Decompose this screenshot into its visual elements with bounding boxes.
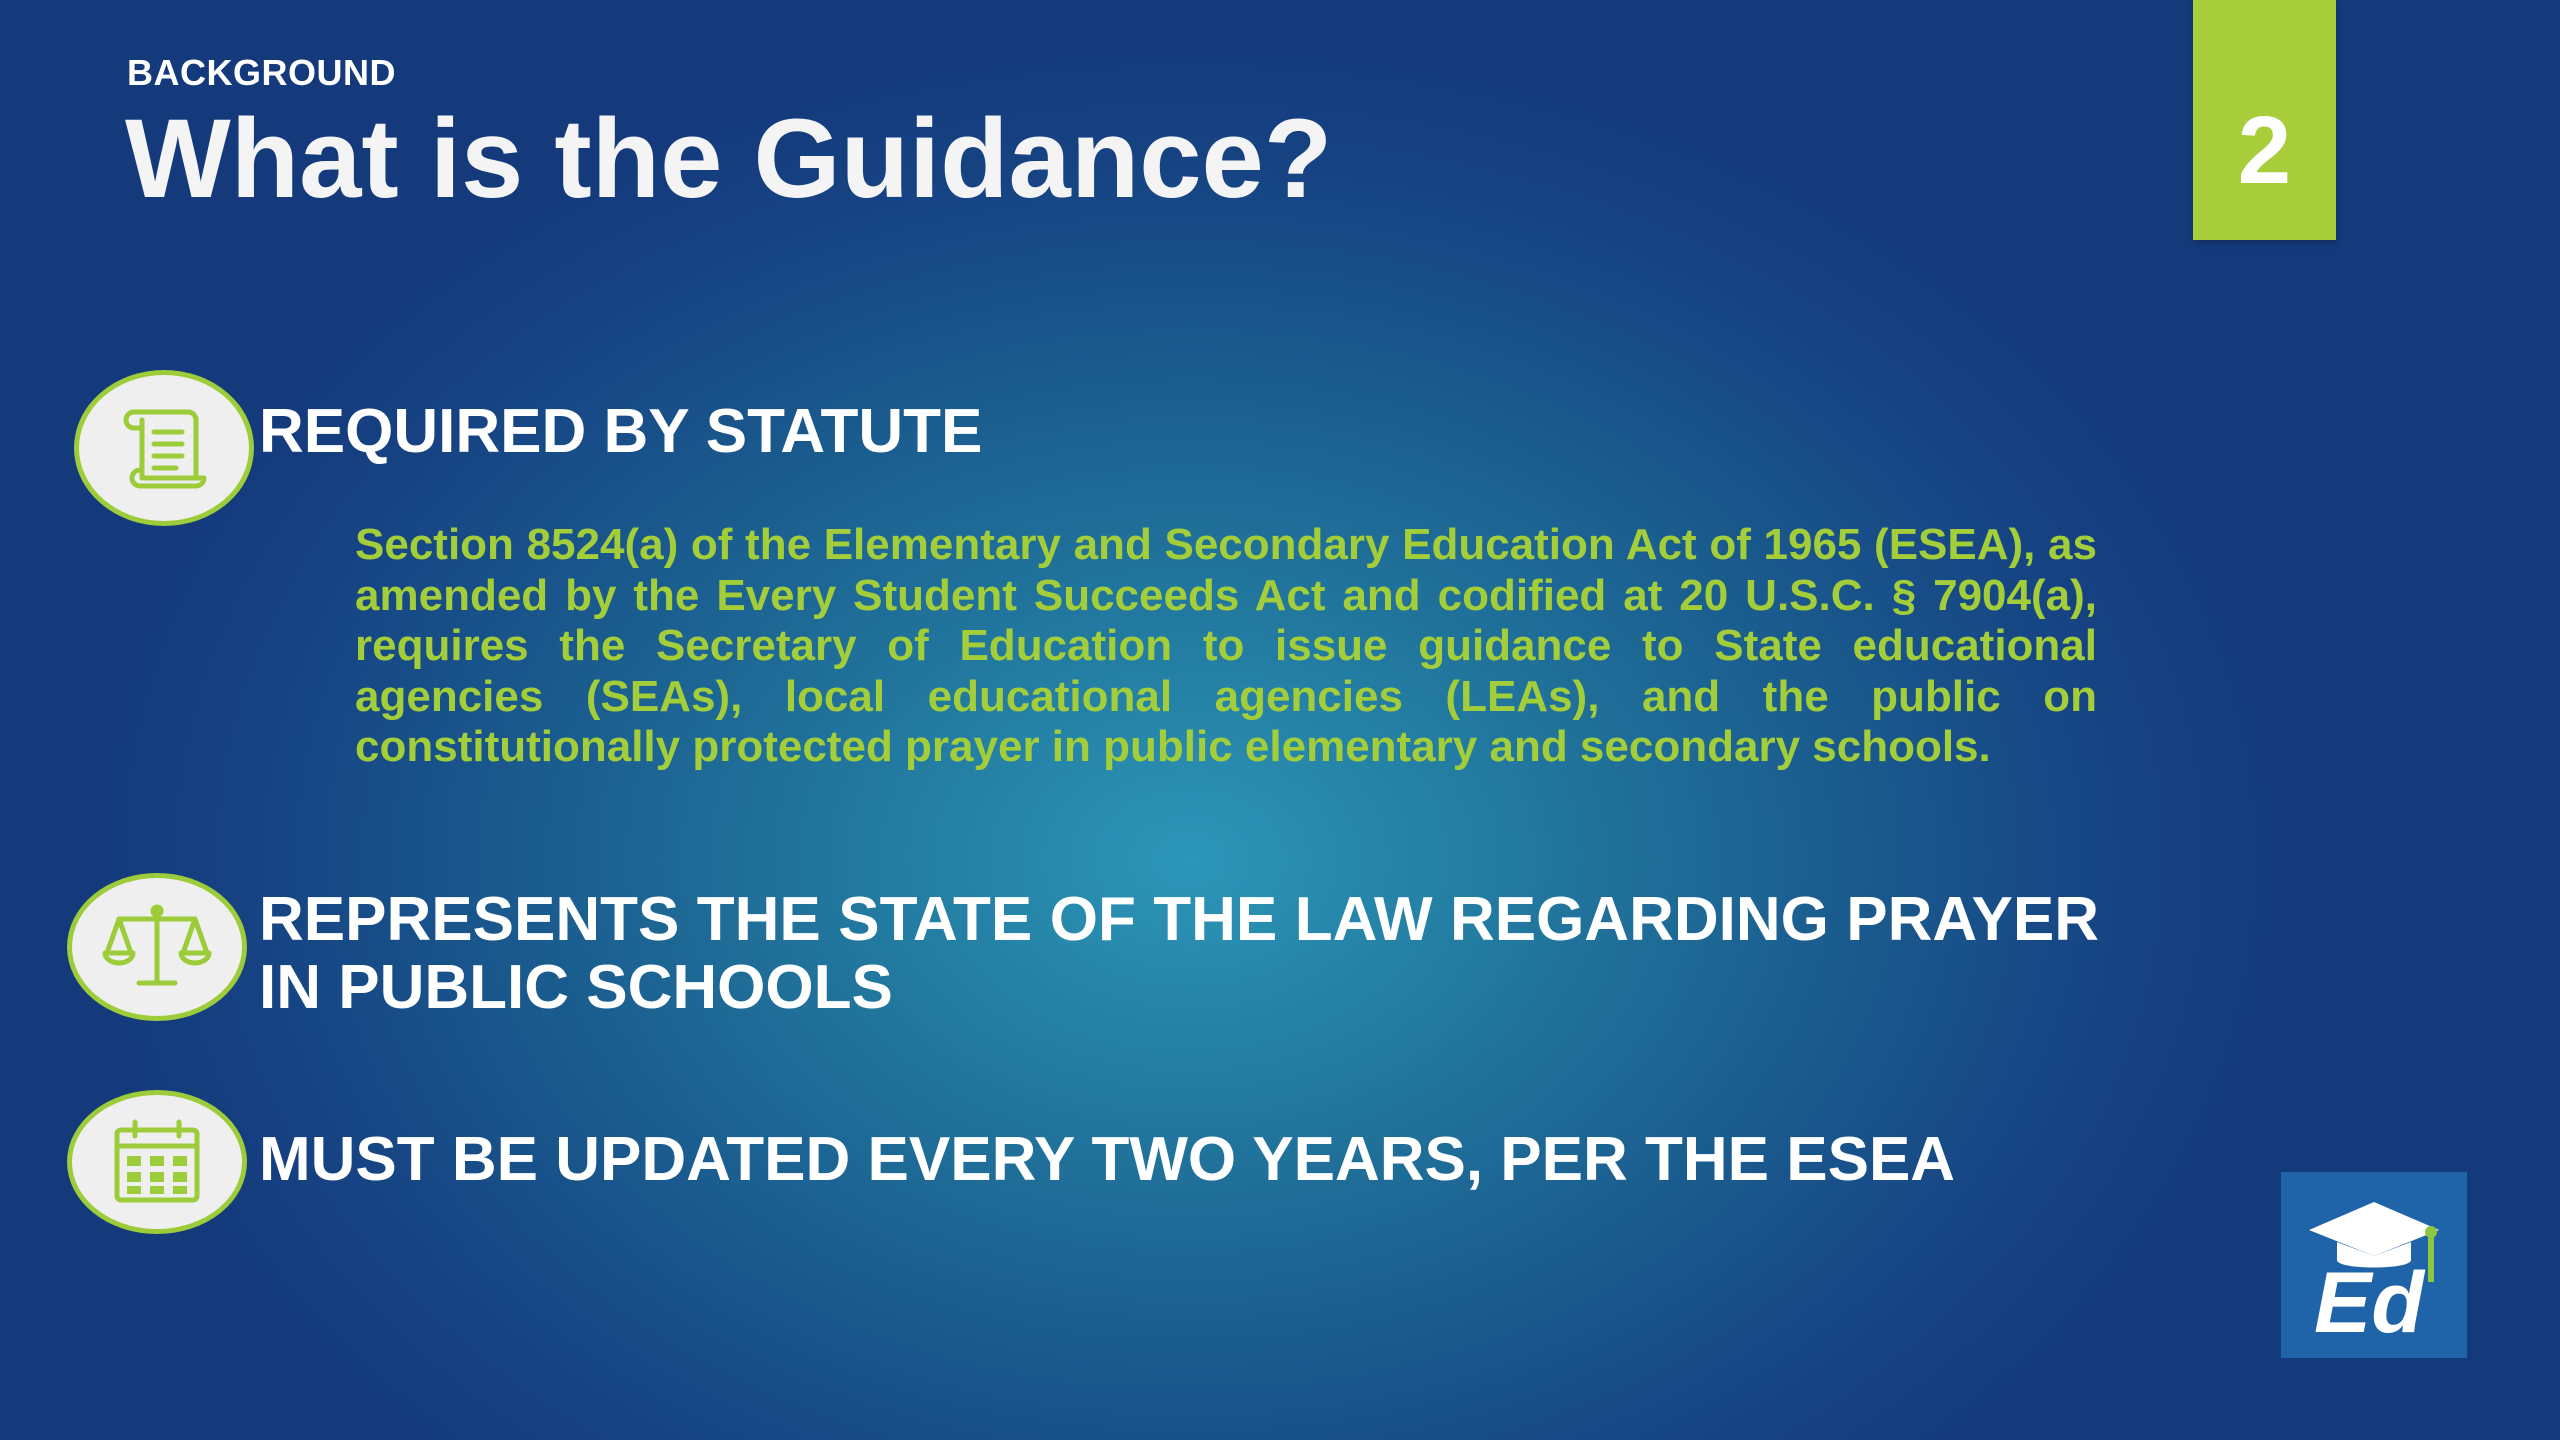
ed-logo (2281, 1172, 2467, 1358)
graduation-cap-icon (2281, 1172, 2467, 1358)
item-heading-state-of-law: REPRESENTS THE STATE OF THE LAW REGARDING PRAYER IN PUBLIC SCHOOLS (259, 885, 2099, 1022)
slide-title: What is the Guidance? (125, 96, 1333, 221)
page-number-tab (2193, 0, 2336, 240)
scales-icon (67, 873, 247, 1021)
item-heading-statute: REQUIRED BY STATUTE (259, 397, 983, 466)
item-detail-statute: Section 8524(a) of the Elementary and Secondary Education Act of 1965 (ESEA), as amended by the Every Student Succeeds Act and codified at 20 U.S.C. § 7904(a), requires the Secretary of Education to issue guidance to State educational agencies (SEAs), local educational agencies (LEAs), and the public on constitutionally protected prayer in public elementary and secondary schools. (355, 520, 2097, 771)
calendar-icon (67, 1090, 247, 1234)
scroll-icon (74, 370, 254, 526)
logo-text: Ed (2314, 1255, 2424, 1351)
item-heading-updated: MUST BE UPDATED EVERY TWO YEARS, PER THE ESEA (259, 1125, 1956, 1194)
page-number: 2 (2237, 97, 2292, 204)
section-label: BACKGROUND (127, 52, 396, 93)
